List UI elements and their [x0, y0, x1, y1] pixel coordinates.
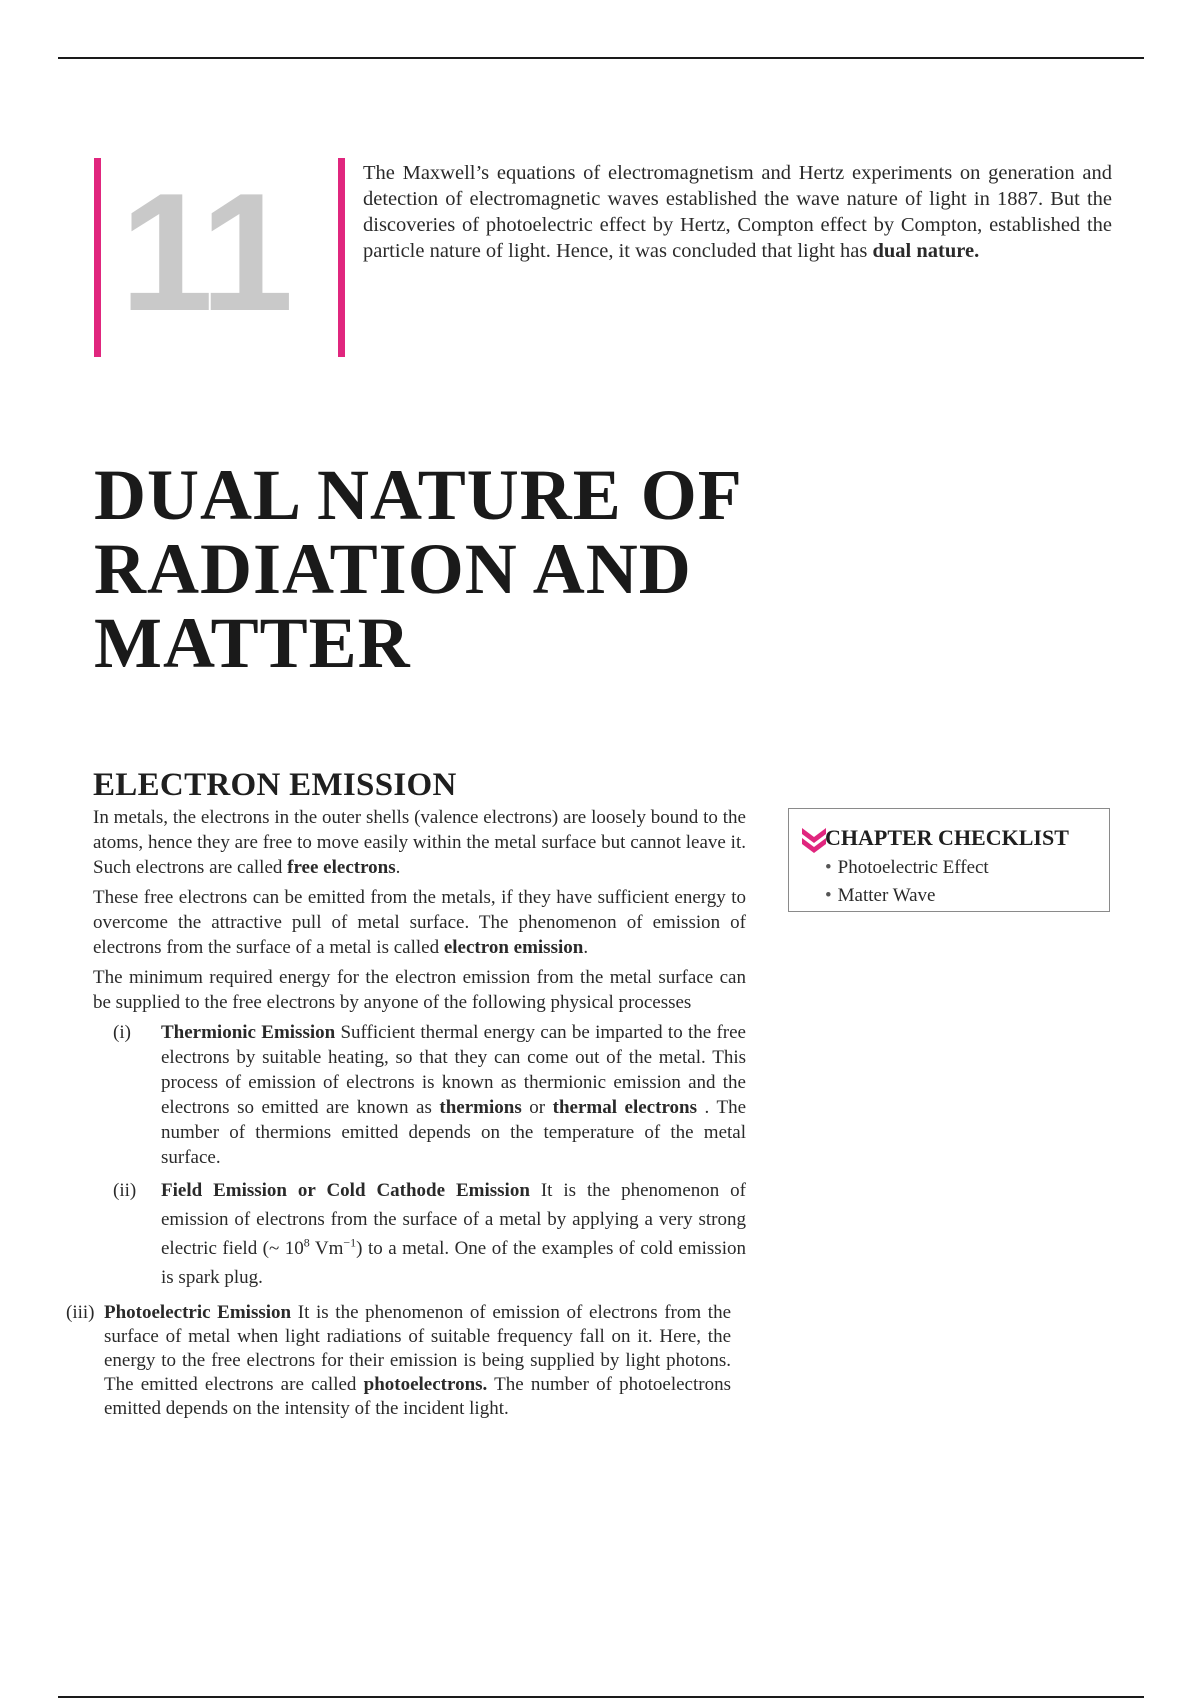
checklist-item: • Photoelectric Effect	[825, 854, 989, 882]
chapter-bar-right	[338, 158, 345, 357]
chapter-bar-left	[94, 158, 101, 357]
item-title: Field Emission or Cold Cathode Emission	[161, 1180, 530, 1201]
chapter-number: 11	[120, 158, 290, 346]
term-thermal-electrons: thermal electrons	[552, 1097, 697, 1118]
item-number: (ii)	[113, 1180, 137, 1201]
list-item-field-emission	[113, 1176, 746, 1292]
list-item-photoelectric	[66, 1301, 731, 1421]
item-text: . The number of thermions emitted depends on the temperature of the metal surface.	[161, 1097, 747, 1168]
paragraph-free-electrons	[93, 805, 746, 880]
term-electron-emission: electron emission	[443, 937, 584, 958]
item-number: (i)	[113, 1022, 131, 1043]
paragraph-end: .	[395, 857, 401, 878]
checklist-item: • Matter Wave	[825, 882, 989, 910]
item-text: Sufficient thermal energy can be imparted to the free electrons by suitable heating, so that they can come out of the metal. This process of emission of electrons is known as thermionic emission and the electrons so emitted are known as	[161, 1022, 746, 1118]
term-photoelectrons: photoelectrons.	[363, 1374, 488, 1395]
chapter-intro	[363, 160, 1112, 264]
item-text: Vm	[309, 1238, 344, 1259]
paragraph-text: These free electrons can be emitted from the metals, if they have sufficient energy to overcome the attractive pull of metal surface. The phenomenon of emission of electrons from the surface of a metal is called	[93, 887, 746, 958]
item-text: ) to a metal. One of the examples of cold emission is spark plug.	[161, 1238, 746, 1288]
main-column	[93, 805, 746, 1298]
term-free-electrons: free electrons	[287, 857, 396, 878]
chapter-title-line-3: MATTER	[94, 603, 411, 683]
chapter-title-line-1: DUAL NATURE OF	[94, 455, 743, 535]
item-text: It is the phenomenon of emission of electrons from the surface of metal when light radiations of suitable frequency fall on it. Here, the energy to the free electrons for their emission is being supplied by light photons. The emitted electrons are called	[104, 1302, 732, 1395]
item-title: Thermionic Emission	[161, 1022, 336, 1043]
paragraph-processes: The minimum required energy for the electron emission from the metal surface can be supplied to the free electrons by anyone of the following physical processes	[93, 967, 746, 1013]
section-heading: ELECTRON EMISSION	[93, 767, 457, 803]
item-number: (iii)	[66, 1302, 95, 1323]
chapter-intro-bold: dual nature.	[872, 240, 980, 262]
bottom-rule	[58, 1696, 1144, 1698]
paragraph-electron-emission	[93, 885, 746, 960]
item-text: The number of photoelectrons emitted depends on the intensity of the incident light.	[104, 1374, 731, 1419]
paragraph-text: In metals, the electrons in the outer shells (valence electrons) are loosely bound to the atoms, hence they are free to move easily within the metal surface but cannot leave it. Such electrons are called	[93, 807, 746, 878]
list-item-thermionic	[113, 1020, 746, 1170]
chapter-title	[94, 455, 994, 683]
checklist-title: CHAPTER CHECKLIST	[825, 825, 1069, 850]
chapter-checklist	[788, 808, 1110, 912]
chapter-title-line-2: RADIATION AND	[94, 529, 692, 609]
exponent: −1	[343, 1235, 357, 1250]
item-text: It is the phenomenon of emission of electrons from the surface of a metal by applying a very strong electric field (~ 10	[161, 1180, 747, 1259]
paragraph-end: .	[583, 937, 589, 958]
checklist-items	[825, 854, 989, 910]
exponent: 8	[303, 1235, 310, 1250]
item-title: Photoelectric Emission	[104, 1302, 292, 1323]
term-thermions: thermions	[439, 1097, 522, 1118]
top-rule	[58, 57, 1144, 59]
item-text: or	[521, 1097, 553, 1118]
chapter-intro-text: The Maxwell’s equations of electromagnetism and Hertz experiments on generation and detection of electromagnetic waves established the wave nature of light in 1887. But the discoveries of photoelectric effect by Hertz, Compton effect by Compton, established the particle nature of light. Hence, it was concluded that light has	[363, 162, 1112, 262]
